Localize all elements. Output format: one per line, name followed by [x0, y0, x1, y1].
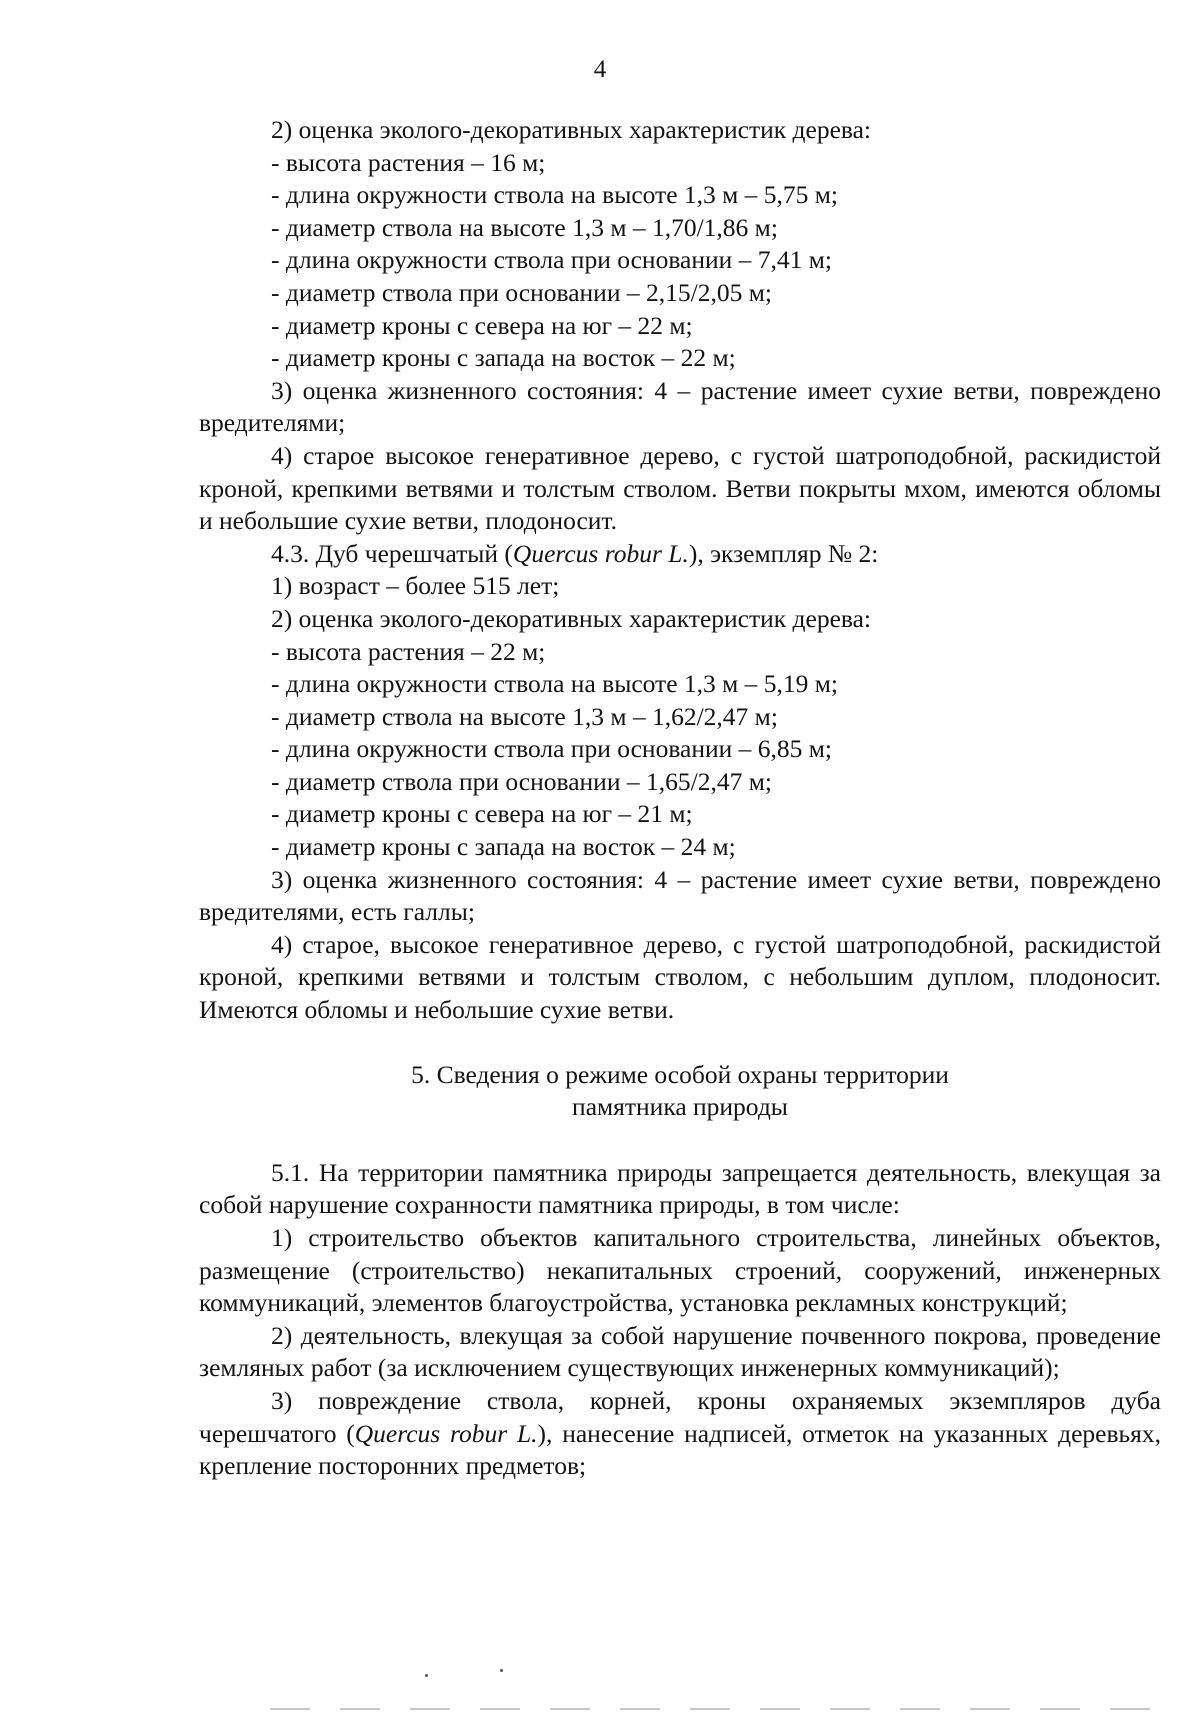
- scan-speck: [500, 1669, 503, 1672]
- list-item: - диаметр кроны с севера на юг – 21 м;: [271, 799, 693, 829]
- list-item: - длина окружности ствола на высоте 1,3 м – 5,75 м;: [271, 180, 839, 210]
- list-item: - диаметр ствола при основании – 1,65/2,47 м;: [271, 766, 772, 796]
- list-item: 2) оценка эколого-декоративных характеристик дерева:: [271, 603, 871, 633]
- list-item: - длина окружности ствола при основании – 7,41 м;: [271, 245, 833, 275]
- page-number: 4: [593, 56, 607, 83]
- paragraph-state-1: 3) оценка жизненного состояния: 4 – растение имеет сухие ветви, повреждено вредителями;: [199, 375, 1161, 438]
- list-item: 2) оценка эколого-декоративных характеристик дерева:: [271, 115, 871, 144]
- subsection-heading-oak-2: 4.3. Дуб черешчатый (Quercus robur L.), экземпляр № 2:: [271, 538, 879, 568]
- paragraph-description-2: 4) старое, высокое генеративное дерево, с густой шатроподобной, раскидистой кроной, крепкими ветвями и толстым стволом, с небольшим дуплом, плодоносит. Имеются обломы и небольшие сухие ветви.: [199, 929, 1161, 1025]
- scan-speck: [425, 1674, 428, 1677]
- list-item: - диаметр кроны с запада на восток – 22 м;: [271, 343, 736, 373]
- paragraph-5-1-item-3: 3) повреждение ствола, корней, кроны охраняемых экземпляров дуба черешчатого (Quercus robur L.), нанесение надписей, отметок на указанных деревьях, крепление посторонних предметов;: [199, 1385, 1162, 1481]
- list-item: - диаметр ствола на высоте 1,3 м – 1,70/1,86 м;: [271, 212, 778, 242]
- list-item: - высота растения – 16 м;: [271, 147, 546, 177]
- paragraph-5-1-item-1: 1) строительство объектов капитального строительства, линейных объектов, размещение (строительство) некапитальных строений, сооружений, инженерных коммуникаций, элементов благоустройства, установка рекламных конструкций;: [199, 1223, 1161, 1318]
- list-item: - диаметр кроны с севера на юг – 22 м;: [271, 310, 693, 340]
- section-heading-line-2: памятника природы: [572, 1092, 788, 1122]
- scan-edge-artifact: [270, 1708, 1170, 1710]
- paragraph-5-1: 5.1. На территории памятника природы запрещается деятельность, влекущая за собой нарушение сохранности памятника природы, в том числе:: [199, 1157, 1161, 1220]
- section-heading-line-1: 5. Сведения о режиме особой охраны территории: [411, 1059, 949, 1089]
- document-body: [199, 114, 1161, 1483]
- latin-name: Quercus robur L.: [512, 538, 689, 568]
- list-item: - диаметр кроны с запада на восток – 24 м;: [271, 832, 736, 862]
- list-item: - длина окружности ствола на высоте 1,3 м – 5,19 м;: [271, 669, 839, 699]
- list-item: - высота растения – 22 м;: [271, 636, 546, 666]
- paragraph-state-2: 3) оценка жизненного состояния: 4 – растение имеет сухие ветви, повреждено вредителями, есть галлы;: [199, 864, 1161, 927]
- list-item: - диаметр ствола при основании – 2,15/2,05 м;: [271, 277, 772, 307]
- section-heading: [199, 1059, 1161, 1124]
- paragraph-5-1-item-2: 2) деятельность, влекущая за собой нарушение почвенного покрова, проведение земляных работ (за исключением существующих инженерных коммуникаций);: [199, 1320, 1161, 1383]
- list-item: - длина окружности ствола при основании – 6,85 м;: [271, 734, 833, 764]
- paragraph-description-1: 4) старое высокое генеративное дерево, с густой шатроподобной, раскидистой кроной, крепкими ветвями и толстым стволом. Ветви покрыты мхом, имеются обломы и небольшие сухие ветви, плодоносит.: [199, 440, 1161, 536]
- list-item: 1) возраст – более 515 лет;: [271, 571, 560, 601]
- latin-name: Quercus robur L.: [354, 1418, 538, 1448]
- list-item: - диаметр ствола на высоте 1,3 м – 1,62/2,47 м;: [271, 701, 778, 731]
